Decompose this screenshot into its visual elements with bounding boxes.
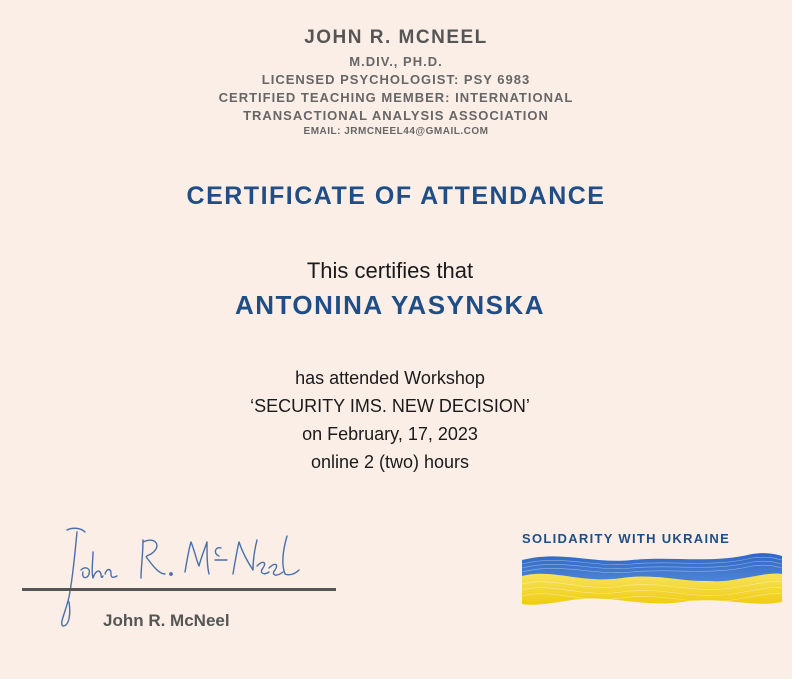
ukraine-wave-flag-icon: [522, 550, 782, 610]
signer-name: John R. McNeel: [103, 611, 230, 630]
issuer-degrees: M.DIV., PH.D.: [349, 54, 443, 69]
workshop-duration: online 2 (two) hours: [310, 452, 470, 472]
workshop-title: ‘SECURITY IMS. NEW DECISION’: [250, 396, 530, 416]
certificate-title: CERTIFICATE OF ATTENDANCE: [186, 182, 606, 210]
issuer-membership-line-1: CERTIFIED TEACHING MEMBER: INTERNATIONAL: [218, 90, 574, 105]
recipient-name: ANTONINA YASYNSKA: [234, 290, 546, 320]
issuer-email: EMAIL: JRMCNEEL44@GMAIL.COM: [303, 126, 489, 137]
signature-line: [22, 588, 336, 591]
certifies-text: This certifies that: [306, 258, 474, 283]
issuer-license: LICENSED PSYCHOLOGIST: PSY 6983: [261, 72, 531, 87]
workshop-date: on February, 17, 2023: [302, 424, 478, 444]
issuer-membership-line-2: TRANSACTIONAL ANALYSIS ASSOCIATION: [243, 108, 549, 123]
solidarity-badge-text: SOLIDARITY WITH UKRAINE: [522, 531, 731, 546]
issuer-name: JOHN R. MCNEEL: [304, 27, 488, 48]
attendance-line: has attended Workshop: [295, 368, 485, 388]
